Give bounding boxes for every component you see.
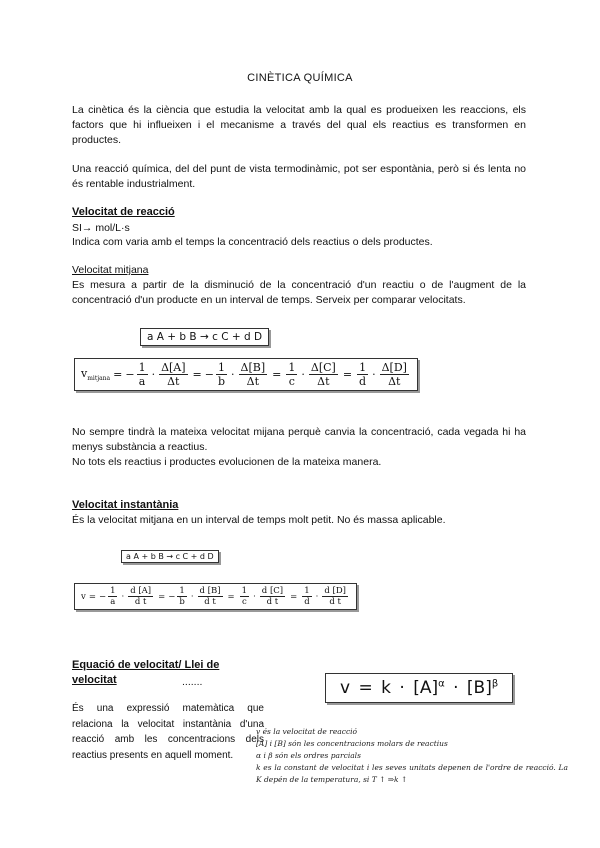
rate-law-notes: [256, 726, 568, 786]
delta-fraction-a: $\frac{\Delta[A]}{\Delta t}$: [161, 361, 186, 388]
formula-lhs: $v_{mitjana}$: [81, 367, 111, 382]
heading-dots: .......: [182, 676, 203, 688]
coef-fraction-c: $\frac{1}{c}$: [288, 361, 296, 388]
inst-coef-fraction-a: $\frac{1}{a}$: [110, 586, 116, 607]
note-k: k es la constant de velocitat i les seves unitats depenen de l'ordre de reacció. La K depén de la temperatura, si T ↑ ⇒k ↑: [256, 763, 568, 784]
reaction-equation-instantania: a A + b B → c C + d D: [121, 550, 219, 563]
velocitat-instantania-description: És la velocitat mitjana en un interval de temps molt petit. No és massa aplicable.: [72, 514, 446, 526]
velocitat-reaccio-description: Indica com varia amb el temps la concentració dels reactius o dels productes.: [72, 236, 433, 248]
page-title: CINÈTICA QUÍMICA: [247, 72, 353, 84]
coef-fraction-d: $\frac{1}{d}$: [359, 361, 367, 388]
rate-law-equation: $v = k \cdot [A]^\alpha \cdot [B]^\beta$: [325, 673, 513, 703]
inst-deriv-fraction-c: $\frac{d [C]}{\text{d t}}$: [261, 586, 284, 607]
velocitat-mitjana-note-2: No tots els reactius i productes evolucionen de la mateixa manera.: [72, 456, 382, 468]
equacio-description: És una expressió matemàtica que relaciona la velocitat instantània d'una reacció amb les concentracions dels reactius presents en aquell moment.: [72, 703, 264, 761]
coef-fraction-a: $\frac{1}{a}$: [138, 361, 146, 388]
instantaneous-rate-formula: v = − $\frac{1}{a}$ · $\frac{d [A]}{\text{d t}}$ = − $\frac{1}{b}$ · $\frac{d [B]}{\text{d t}}$ = $\frac{1}{c}$ · $\frac{d [C]}{\text{d t}}$ = $\frac{1}{d}$ · $\frac{d [D]}{\text{d t}}$: [74, 583, 357, 610]
velocitat-reaccio-heading: Velocitat de reacció: [72, 206, 175, 218]
intro-paragraph-1: La cinètica és la ciència que estudia la velocitat amb la qual es produeixen les reaccions, els factors que hi influeixen i el mecanisme a través del qual els reactius es transformen en productes.: [72, 104, 526, 146]
delta-fraction-c: $\frac{\Delta[C]}{\Delta t}$: [310, 361, 336, 388]
note-v: v és la velocitat de reacció: [256, 727, 358, 736]
delta-fraction-b: $\frac{\Delta[B]}{\Delta t}$: [240, 361, 266, 388]
inst-coef-fraction-c: $\frac{1}{c}$: [241, 586, 248, 607]
equacio-heading-line-2: velocitat: [72, 674, 117, 686]
inst-coef-fraction-b: $\frac{1}{b}$: [179, 586, 185, 607]
velocitat-instantania-heading: Velocitat instantània: [72, 499, 179, 511]
inst-deriv-fraction-b: $\frac{d [B]}{\text{d t}}$: [199, 586, 221, 607]
velocitat-mitjana-note-1: No sempre tindrà la mateixa velocitat mijana perquè canvia la concentració, cada vegada hi ha menys substància a reactius.: [72, 426, 526, 453]
inst-deriv-fraction-d: $\frac{d [D]}{\text{d t}}$: [324, 586, 346, 607]
intro-paragraph-2: Una reacció química, del del punt de vista termodinàmic, pot ser espontània, però si és lenta no és rentable industrialment.: [72, 163, 526, 190]
note-orders: α i β són els ordres parcials: [256, 751, 361, 760]
inst-deriv-fraction-a: $\frac{d [A]}{\text{d t}}$: [130, 586, 152, 607]
equacio-heading-line-1: Equació de velocitat/ Llei de: [72, 659, 220, 671]
average-rate-formula: $v_{mitjana}$ = − $\frac{1}{a}$ · $\frac{\Delta[A]}{\Delta t}$ = − $\frac{1}{b}$ · $\frac{\Delta[B]}{\Delta t}$ = $\frac{1}{c}$ · $\frac{\Delta[C]}{\Delta t}$ = $\frac{1}{d}$ · $\frac{\Delta[D]}{\Delta t}$: [74, 358, 418, 391]
reaction-equation-mitjana: a A + b B → c C + d D: [140, 328, 269, 346]
velocitat-mitjana-description: Es mesura a partir de la disminució de la concentració d'un reactiu o de l'augment de la concentració d'un producte en un interval de temps. Serveix per comparar velocitats.: [72, 279, 526, 306]
note-concentrations: [A] i [B] són les concentracions molars de reactius: [256, 739, 448, 748]
inst-coef-fraction-d: $\frac{1}{d}$: [304, 586, 310, 607]
si-unit: SI→ mol/L·s: [72, 222, 130, 234]
coef-fraction-b: $\frac{1}{b}$: [217, 361, 226, 388]
delta-fraction-d: $\frac{\Delta[D]}{\Delta t}$: [381, 361, 407, 388]
velocitat-mitjana-heading: Velocitat mitjana: [72, 264, 149, 276]
